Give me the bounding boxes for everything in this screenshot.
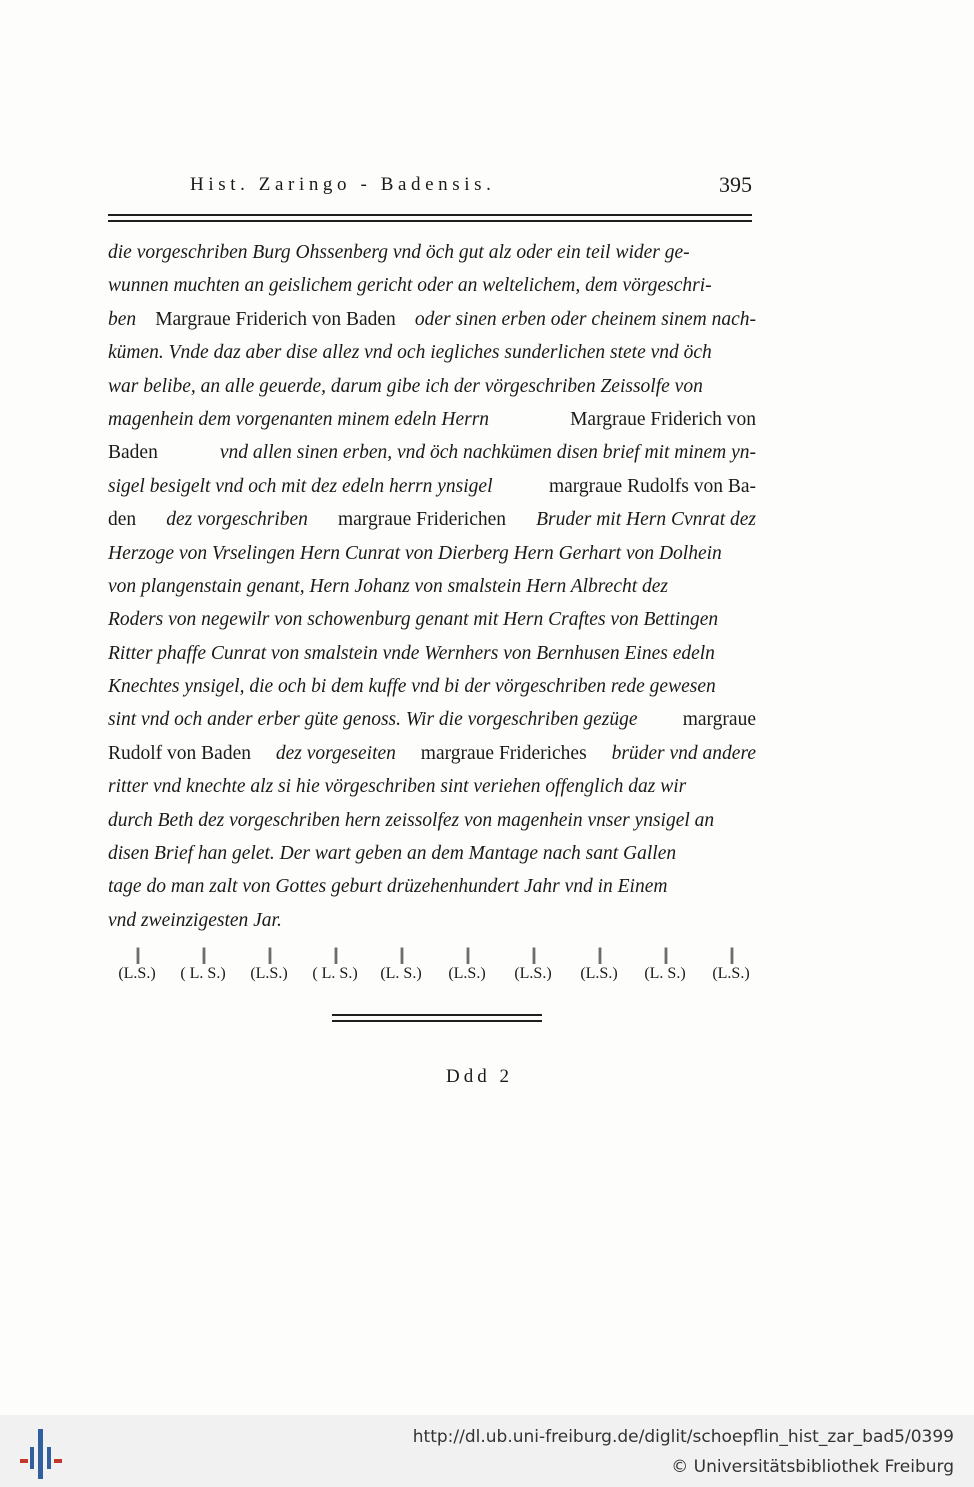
seal-label: (L.S.) bbox=[514, 965, 552, 982]
text-segment: wunnen muchten an geislichem gericht oder an weltelichem, dem vörgeschri- bbox=[108, 275, 712, 297]
seal-label: (L. S.) bbox=[380, 965, 422, 982]
text-line bbox=[108, 436, 756, 469]
seal-mark bbox=[438, 944, 496, 992]
text-segment: durch Beth dez vorgeschriben hern zeissolfez von magenhein vnser ynsigel an bbox=[108, 809, 715, 831]
text-segment: Baden bbox=[108, 442, 158, 464]
seal-cord: || bbox=[531, 944, 535, 964]
viewer-footer bbox=[0, 1415, 974, 1487]
seal-mark bbox=[240, 944, 298, 992]
text-segment: Herzoge von Vrselingen Hern Cunrat von Dierberg Hern Gerhart von Dolhein bbox=[108, 542, 722, 564]
text-segment: dez vorgeschriben bbox=[166, 509, 308, 531]
seal-cord: || bbox=[333, 944, 337, 964]
text-line bbox=[108, 303, 756, 336]
text-line bbox=[108, 269, 756, 302]
text-segment: margraue Rudolfs von Ba- bbox=[548, 475, 756, 497]
text-line bbox=[108, 870, 756, 903]
text-segment: oder sinen erben oder cheinem sinem nach- bbox=[414, 308, 756, 330]
seal-mark bbox=[372, 944, 430, 992]
text-line bbox=[108, 904, 756, 937]
copyright-notice: © Universitätsbibliothek Freiburg bbox=[671, 1457, 954, 1477]
text-segment: dez vorgeseiten bbox=[275, 742, 396, 764]
text-line bbox=[108, 637, 756, 670]
text-segment: tage do man zalt von Gottes geburt drüzehenhundert Jahr vnd in Einem bbox=[108, 876, 668, 898]
header-title: Hist. Zaringo - Badensis. bbox=[190, 174, 496, 195]
text-segment: Bruder mit Hern Cvnrat dez bbox=[536, 509, 756, 531]
text-segment: sint vnd och ander erber güte genoss. Wir die vorgeschriben gezüge bbox=[108, 709, 638, 731]
text-segment: disen Brief han gelet. Der wart geben an dem Mantage nach sant Gallen bbox=[108, 843, 677, 865]
text-segment: sigel besigelt vnd och mit dez edeln herrn ynsigel bbox=[108, 475, 493, 497]
text-segment: kümen. Vnde daz aber dise allez vnd och iegliches sunderlichen stete vnd öch bbox=[108, 342, 712, 364]
text-line bbox=[108, 470, 756, 503]
seal-cord: || bbox=[663, 944, 667, 964]
seal-label: (L.S.) bbox=[448, 965, 486, 982]
text-segment: vnd zweinzigesten Jar. bbox=[108, 909, 282, 931]
text-line bbox=[108, 703, 756, 736]
running-header bbox=[190, 172, 752, 208]
seal-mark bbox=[108, 944, 166, 992]
seal-label: (L. S.) bbox=[644, 965, 686, 982]
text-segment: magenhein dem vorgenanten minem edeln Herrn bbox=[108, 408, 490, 430]
seal-cord: || bbox=[201, 944, 205, 964]
library-logo-icon bbox=[18, 1429, 64, 1479]
text-line bbox=[108, 804, 756, 837]
seal-cord: || bbox=[135, 944, 139, 964]
text-line bbox=[108, 837, 756, 870]
text-segment: war belibe, an alle geuerde, darum gibe ich der vörgeschriben Zeissolfe von bbox=[108, 375, 703, 397]
text-segment: Ritter phaffe Cunrat von smalstein vnde Wernhers von Bernhusen Eines edeln bbox=[108, 642, 715, 664]
text-line bbox=[108, 737, 756, 770]
text-line bbox=[108, 370, 756, 403]
text-segment: die vorgeschriben Burg Ohssenberg vnd öch gut alz oder ein teil wider ge- bbox=[108, 242, 690, 263]
seal-mark bbox=[306, 944, 364, 992]
seal-label: (L.S.) bbox=[580, 965, 618, 982]
page-number: 395 bbox=[719, 172, 752, 197]
text-line bbox=[108, 503, 756, 536]
text-segment: den bbox=[108, 509, 137, 531]
seal-mark bbox=[504, 944, 562, 992]
text-segment: von plangenstain genant, Hern Johanz von smalstein Hern Albrecht dez bbox=[108, 575, 669, 597]
text-segment: margraue Frideriches bbox=[420, 742, 587, 764]
text-line bbox=[108, 403, 756, 436]
seal-cord: || bbox=[597, 944, 601, 964]
text-line bbox=[108, 537, 756, 570]
text-line bbox=[108, 570, 756, 603]
seal-label: (L.S.) bbox=[712, 965, 750, 982]
text-line bbox=[108, 236, 756, 269]
text-segment: margraue Friderichen bbox=[337, 509, 507, 531]
text-segment: ben bbox=[108, 308, 137, 330]
text-segment: brüder vnd andere bbox=[611, 742, 756, 764]
text-segment: margraue bbox=[682, 709, 756, 731]
seal-label: (L.S.) bbox=[250, 965, 288, 982]
seal-mark bbox=[636, 944, 694, 992]
seal-label: ( L. S.) bbox=[180, 965, 226, 982]
seal-mark bbox=[174, 944, 232, 992]
document-url-link[interactable]: http://dl.ub.uni-freiburg.de/diglit/schoepflin_hist_zar_bad5/0399 bbox=[412, 1427, 954, 1447]
text-segment: Roders von negewilr von schowenburg genant mit Hern Craftes von Bettingen bbox=[108, 609, 719, 631]
text-segment: Knechtes ynsigel, die och bi dem kuffe vnd bi der vörgeschriben rede gewesen bbox=[108, 676, 716, 698]
text-segment: vnd allen sinen erben, vnd öch nachkümen disen brief mit minem yn- bbox=[219, 442, 756, 464]
text-line bbox=[108, 770, 756, 803]
seal-mark bbox=[570, 944, 628, 992]
text-line bbox=[108, 603, 756, 636]
seal-cord: || bbox=[729, 944, 733, 964]
text-segment: Margraue Friderich von Baden bbox=[155, 308, 396, 330]
seal-mark bbox=[702, 944, 760, 992]
body-text bbox=[108, 236, 756, 937]
text-line bbox=[108, 670, 756, 703]
seal-label: (L.S.) bbox=[118, 965, 156, 982]
seal-cord: || bbox=[267, 944, 271, 964]
seal-label: ( L. S.) bbox=[312, 965, 358, 982]
seal-row bbox=[108, 944, 760, 992]
signature-mark: Ddd 2 bbox=[446, 1066, 513, 1087]
text-segment: Margraue Friderich von bbox=[570, 408, 756, 430]
text-line bbox=[108, 336, 756, 369]
seal-cord: || bbox=[465, 944, 469, 964]
seal-cord: || bbox=[399, 944, 403, 964]
text-segment: Rudolf von Baden bbox=[108, 742, 251, 764]
text-segment: ritter vnd knechte alz si hie vörgeschriben sint veriehen offenglich daz wir bbox=[108, 776, 687, 798]
